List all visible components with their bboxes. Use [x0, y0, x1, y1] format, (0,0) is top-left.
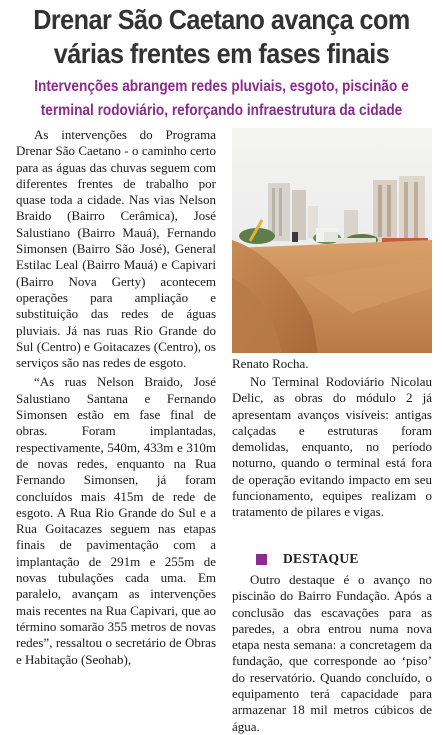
headline-line-1: Drenar São Caetano avança com — [33, 4, 410, 35]
section-heading-label: DESTAQUE — [283, 551, 359, 566]
subheadline — [27, 75, 417, 123]
construction-photo — [232, 128, 432, 353]
paragraph-terminal: No Terminal Rodoviário Nicolau Delic, as obras do módulo 2 já apresentam avanços visíveis: antigas calçadas e estruturas foram demolidas, enquanto, no período noturno, quando o terminal está fora de operação evitando impacto em seu funcionamento, equipes realizam o tratamento de pilares e vigas. — [232, 374, 432, 520]
photo-credit-continuation: Renato Rocha. — [232, 356, 309, 371]
paragraph-intro: As intervenções do Programa Drenar São Caetano - o caminho certo para as águas das chuvas seguem com diferentes frentes de trabalho por quase toda a cidade. Nas vias Nelson Braido (Bairro Cerâmica), José Salustiano (Bairro Mauá), Fernando Simonsen (Bairro São José), General Estilac Leal (Bairro Mauá) e Capivari (Bairro Nova Gerty) acontecem operações para ampliação e substituição das redes de águas pluviais. Já nas ruas Rio Grande do Sul (Centro) e Goitacazes (Centro), os serviços são nas redes de esgoto. — [16, 127, 216, 371]
headline-line-2: várias frentes em fases finais — [53, 38, 390, 69]
left-column — [16, 127, 216, 668]
right-column-terminal — [232, 374, 432, 521]
paragraph-quote: “As ruas Nelson Braido, José Salustiano Santana e Fernando Simonsen estão em fase final de obras. Foram implantadas, respectivamente, 540m, 433m e 310m de novas redes, enquanto na Rua Fernando Simonsen, já foram concluídos mais 415m de rede de esgoto. A Rua Rio Grande do Sul e a Rua Goitacazes seguem nas etapas finais de pavimentação com a implantação de 291m e 255m de novas tubulações cada uma. Em paralelo, avançam as intervenções mais recentes na Rua Capivari, que ao término somarão 355 metros de novas redes”, ressaltou o secretário de Obras e Habitação (Seohab), — [16, 374, 216, 667]
square-bullet-icon — [256, 554, 267, 565]
subheadline-line-2: terminal rodoviário, reforçando infraestrutura da cidade — [40, 102, 403, 119]
right-column-destaque — [232, 572, 432, 735]
paragraph-destaque: Outro destaque é o avanço no piscinão do Bairro Fundação. Após a conclusão das escavações para as paredes, a obra entrou numa nova etapa nesta semana: a concretagem da fundação, que corresponde ao ‘piso’ do reservatório. Quando concluído, o equipamento terá capacidade para armazenar 18 mil metros cúbicos de água. — [232, 572, 432, 734]
section-heading-destaque — [256, 551, 432, 567]
headline — [22, 3, 421, 71]
subheadline-line-1: Intervenções abrangem redes pluviais, esgoto, piscinão e — [34, 78, 409, 95]
construction-site-image — [232, 128, 432, 353]
